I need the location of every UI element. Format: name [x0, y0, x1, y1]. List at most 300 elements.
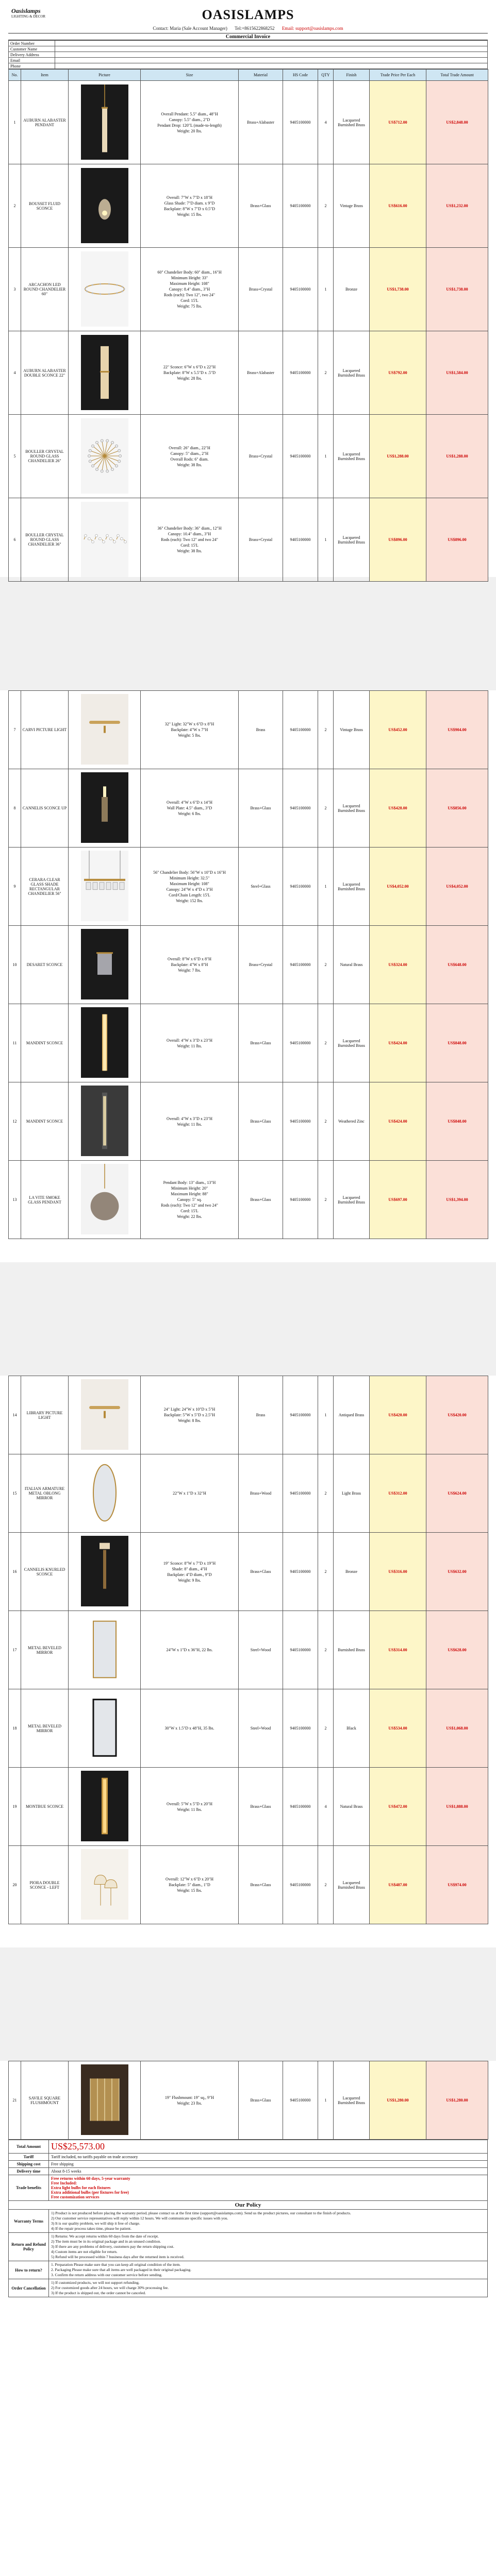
size-line: Overall: 12"W x 6"D x 20"H	[166, 1877, 213, 1882]
size-line: Shade: 8" diam., 4"H	[172, 1566, 207, 1571]
item-total-price: US$1,288.00	[426, 415, 488, 498]
benefit-line: Free returns within 60 days, 5-year warranty	[51, 2176, 130, 2181]
policy-label: Warranty Terms	[9, 2210, 49, 2233]
item-picture	[69, 2061, 141, 2140]
size-line: Canopy: 8.4" diam., 3"H	[169, 287, 210, 292]
size-line: Overall: 26" diam., 22"H	[169, 445, 210, 450]
column-header: Finish	[334, 70, 370, 81]
size-line: Canopy: 5.5" diam., 2"D	[169, 117, 210, 122]
table-row	[9, 1161, 488, 1239]
item-total-price: US$648.00	[426, 926, 488, 1004]
policy-text	[49, 2261, 488, 2279]
item-name: BOULLER CRYSTAL ROUND GLASS CHANDELIER 36"	[21, 498, 69, 582]
item-unit-price: US$428.00	[370, 769, 426, 848]
item-material: Brass+Crystal	[239, 415, 283, 498]
item-finish: Natural Brass	[334, 926, 370, 1004]
size-line: Glass Shade: 7"D diam. x 9"D	[164, 200, 215, 206]
size-line: 19" Sconce: 8"W x 7"D x 19"H	[163, 1561, 216, 1566]
size-line: Weight: 38 lbs.	[177, 462, 202, 467]
size-line: Backplate: 8"W x 7"D x 0.5"D	[164, 206, 215, 211]
item-no: 2	[9, 164, 21, 248]
item-unit-price: US$534.00	[370, 1689, 426, 1768]
item-name: MANDINT SCONCE	[21, 1004, 69, 1082]
policy-row	[9, 2210, 488, 2233]
item-no: 19	[9, 1768, 21, 1846]
product-photo	[81, 1849, 128, 1920]
product-photo	[81, 1164, 128, 1234]
size-line: Maximum Height: 108"	[170, 281, 209, 286]
delivery-value: About 8-15 weeks	[49, 2168, 488, 2175]
policy-text	[49, 2233, 488, 2261]
item-name: MANDINT SCONCE	[21, 1082, 69, 1161]
size-line: Weight: 8 lbs.	[178, 1418, 201, 1423]
column-header: Size	[141, 70, 239, 81]
item-finish: Lacquered Burnished Brass	[334, 498, 370, 582]
size-line: Overall: 7"W x 7"D x 18"H	[167, 195, 212, 200]
size-line: 60" Chandelier Body: 60" diam., 16"H	[157, 270, 222, 275]
invoice-page-4	[8, 2061, 488, 2576]
item-hs-code: 9405100000	[283, 691, 318, 769]
item-name: AUBURN ALABASTER PENDANT	[21, 81, 69, 164]
policy-line: 2) Our customer service representatives will reply within 12 hours. We will communicate specific issues with you.	[51, 2216, 228, 2221]
contact-person: Contact: Maria (Sale Account Manager)	[153, 26, 227, 31]
item-total-price: US$1,584.00	[426, 331, 488, 415]
column-header: HS Code	[283, 70, 318, 81]
info-value[interactable]	[55, 58, 488, 63]
size-line: Wall Plate: 4.5" diam., 3"D	[167, 806, 212, 810]
total-amount-label: Total Amount	[9, 2140, 49, 2154]
item-hs-code: 9405100000	[283, 1454, 318, 1533]
item-material: Brass+Alabaster	[239, 81, 283, 164]
size-line: Weight: 11 lbs.	[177, 1807, 202, 1812]
delivery-label: Delivery time	[9, 2168, 49, 2175]
item-no: 1	[9, 81, 21, 164]
item-qty: 1	[318, 848, 334, 926]
item-finish: Lacquered Burnished Brass	[334, 1161, 370, 1239]
item-name: ARCACHON LED ROUND CHANDELIER 60"	[21, 248, 69, 331]
item-qty: 2	[318, 1082, 334, 1161]
policy-line: 3) If there are any problems of delivery, customers pay the return shipping cost.	[51, 2244, 174, 2249]
item-qty: 2	[318, 926, 334, 1004]
item-no: 5	[9, 415, 21, 498]
size-line: Weight: 15 lbs.	[177, 1888, 202, 1893]
item-total-price: US$896.00	[426, 498, 488, 582]
item-no: 16	[9, 1533, 21, 1611]
info-label: Phone	[9, 63, 55, 69]
table-row	[9, 248, 488, 331]
item-material: Brass+Alabaster	[239, 331, 283, 415]
product-photo	[81, 1086, 128, 1156]
table-row	[9, 498, 488, 582]
size-line: 24" Light: 24"W x 10"D x 5"H	[163, 1407, 216, 1412]
item-total-price: US$848.00	[426, 1004, 488, 1082]
item-size	[141, 1004, 239, 1082]
page-gap	[0, 577, 496, 690]
item-material: Brass+Glass	[239, 1004, 283, 1082]
item-size	[141, 1161, 239, 1239]
size-line: Cord: 15'L	[180, 298, 199, 303]
item-unit-price: US$4,052.00	[370, 848, 426, 926]
item-no: 4	[9, 331, 21, 415]
item-material: Steel+Glass	[239, 848, 283, 926]
policy-title-row	[9, 2201, 488, 2210]
item-finish: Lacquered Burnished Brass	[334, 769, 370, 848]
shipping-row	[9, 2161, 488, 2168]
brand-title: OASISLAMPS	[202, 7, 294, 22]
item-no: 10	[9, 926, 21, 1004]
table-row	[9, 848, 488, 926]
item-hs-code: 9405100000	[283, 164, 318, 248]
items-table	[8, 690, 488, 1239]
item-hs-code: 9405100000	[283, 248, 318, 331]
item-finish: Light Brass	[334, 1454, 370, 1533]
size-line: Maximum Height: 88"	[171, 1192, 208, 1196]
shipping-label: Shipping cost	[9, 2161, 49, 2168]
item-qty: 2	[318, 1533, 334, 1611]
size-line: Backplate: 4"W x 7"H	[171, 727, 208, 732]
policy-label: Order Cancellation	[9, 2279, 49, 2297]
item-no: 6	[9, 498, 21, 582]
table-row	[9, 1533, 488, 1611]
size-line: Overall: 8"W x 6"D x 8"H	[168, 957, 211, 961]
item-unit-price: US$697.00	[370, 1161, 426, 1239]
item-unit-price: US$616.00	[370, 164, 426, 248]
size-line: Weight: 7 lbs.	[178, 968, 201, 973]
item-name: DESARET SCONCE	[21, 926, 69, 1004]
product-photo	[81, 694, 128, 765]
item-qty: 4	[318, 1768, 334, 1846]
item-material: Brass+Crystal	[239, 498, 283, 582]
item-no: 8	[9, 769, 21, 848]
policy-label: How to return?	[9, 2261, 49, 2279]
item-finish: Weathered Zinc	[334, 1082, 370, 1161]
product-photo	[81, 1771, 128, 1841]
info-value[interactable]	[55, 46, 488, 52]
size-line: Weight: 28 lbs.	[177, 376, 202, 381]
item-hs-code: 9405100000	[283, 498, 318, 582]
item-unit-price: US$896.00	[370, 498, 426, 582]
column-header: No.	[9, 70, 21, 81]
policy-line: 3. Confirm the return address with our customer service before sending.	[51, 2273, 162, 2277]
item-finish: Lacquered Burnished Brass	[334, 2061, 370, 2140]
item-finish: Lacquered Burnished Brass	[334, 1846, 370, 1924]
size-line: Pendant Body: 13" diam., 13"H	[163, 1180, 216, 1185]
item-picture	[69, 1533, 141, 1611]
invoice-page-1	[8, 5, 488, 577]
contact-email[interactable]: Email: support@oasislamps.com	[282, 26, 343, 31]
tariff-row	[9, 2154, 488, 2161]
items-table	[8, 1376, 488, 1924]
item-size	[141, 691, 239, 769]
policy-line: 5) Refund will be processed within 7 business days after the returned item is received.	[51, 2255, 185, 2259]
item-finish: Lacquered Burnished Brass	[334, 1004, 370, 1082]
item-size	[141, 1454, 239, 1533]
item-size	[141, 415, 239, 498]
size-line: Overall: 5"W x 5"D x 20"H	[167, 1801, 212, 1806]
item-qty: 1	[318, 1376, 334, 1454]
info-label: Order Number	[9, 41, 55, 46]
size-line: Cord: 15'L	[180, 543, 199, 548]
item-hs-code: 9405100000	[283, 769, 318, 848]
item-finish: Bronze	[334, 1533, 370, 1611]
column-header: Material	[239, 70, 283, 81]
item-picture	[69, 769, 141, 848]
table-row	[9, 1082, 488, 1161]
item-total-price: US$904.00	[426, 691, 488, 769]
item-name: METAL BEVELED MIRROR	[21, 1611, 69, 1689]
policy-title: Our Policy	[9, 2201, 488, 2210]
size-line: Weight: 22 lbs.	[177, 1214, 202, 1219]
item-qty: 2	[318, 1689, 334, 1768]
item-picture	[69, 1768, 141, 1846]
item-total-price: US$624.00	[426, 1454, 488, 1533]
item-size	[141, 248, 239, 331]
item-unit-price: US$452.00	[370, 691, 426, 769]
info-row	[9, 52, 488, 58]
item-no: 7	[9, 691, 21, 769]
item-no: 21	[9, 2061, 21, 2140]
policy-row	[9, 2261, 488, 2279]
policy-line: 1) If customized products, we will not support refunding.	[51, 2280, 140, 2285]
item-size	[141, 1376, 239, 1454]
item-material: Brass+Crystal	[239, 248, 283, 331]
item-finish: Antiqued Brass	[334, 1376, 370, 1454]
item-name: CARVI PICTURE LIGHT	[21, 691, 69, 769]
item-qty: 2	[318, 1611, 334, 1689]
item-qty: 1	[318, 2061, 334, 2140]
item-no: 17	[9, 1611, 21, 1689]
policy-row	[9, 2279, 488, 2297]
item-qty: 2	[318, 1161, 334, 1239]
product-photo	[81, 418, 128, 494]
column-header: Picture	[69, 70, 141, 81]
table-row	[9, 691, 488, 769]
info-value[interactable]	[55, 41, 488, 46]
item-total-price: US$4,052.00	[426, 848, 488, 926]
invoice-page-2	[8, 690, 488, 1262]
item-picture	[69, 1376, 141, 1454]
item-total-price: US$856.00	[426, 769, 488, 848]
item-unit-price: US$472.00	[370, 1768, 426, 1846]
item-name: ITALIAN ARMATURE METAL OBLONG MIRROR	[21, 1454, 69, 1533]
item-finish: Vintage Brass	[334, 164, 370, 248]
size-line: Minimum Height: 33"	[171, 276, 208, 280]
policy-line: 2) For customized goods after 24 hours, we will charge 30% processing fee.	[51, 2285, 169, 2290]
benefit-line: Free customization services	[51, 2195, 100, 2199]
item-total-price: US$2,848.00	[426, 81, 488, 164]
item-finish: Lacquered Burnished Brass	[334, 415, 370, 498]
item-picture	[69, 81, 141, 164]
policy-text	[49, 2279, 488, 2297]
item-picture	[69, 331, 141, 415]
item-picture	[69, 1082, 141, 1161]
policy-line: 4) If the repair process takes time, please be patient.	[51, 2226, 131, 2231]
item-picture	[69, 415, 141, 498]
size-line: Canopy: 10.4" diam., 3"H	[168, 532, 211, 536]
item-name: METAL BEVELED MIRROR	[21, 1689, 69, 1768]
tariff-value: Tariff included, no tariffs payable on trade accessory	[49, 2154, 488, 2161]
item-unit-price: US$314.00	[370, 1611, 426, 1689]
table-row	[9, 1611, 488, 1689]
size-line: Rods (each): Two 12" and two 24"	[161, 1203, 218, 1208]
page-gap	[0, 1262, 496, 1376]
table-row	[9, 926, 488, 1004]
item-name: CANNELIS KNURLED SCONCE	[21, 1533, 69, 1611]
size-line: Weight: 9 lbs.	[178, 1578, 201, 1583]
item-no: 18	[9, 1689, 21, 1768]
item-size	[141, 2061, 239, 2140]
column-header: Trade Price Per Each	[370, 70, 426, 81]
benefits-label: Trade benefits	[9, 2175, 49, 2201]
size-line: Backplate: 5"W x 5"D x 2.5"H	[164, 1413, 215, 1417]
item-no: 14	[9, 1376, 21, 1454]
product-photo	[81, 1536, 128, 1606]
table-row	[9, 1376, 488, 1454]
size-line: 32" Light: 32"W x 6"D x 8"H	[164, 722, 214, 726]
product-photo	[81, 84, 128, 160]
item-total-price: US$1,888.00	[426, 1768, 488, 1846]
item-name: LA VITE SMOKE GLASS PENDANT	[21, 1161, 69, 1239]
info-row	[9, 46, 488, 52]
item-qty: 1	[318, 498, 334, 582]
item-size	[141, 926, 239, 1004]
item-qty: 1	[318, 248, 334, 331]
item-no: 9	[9, 848, 21, 926]
size-line: Rods (each): Two 12" and two 24"	[161, 537, 218, 542]
size-line: Weight: 38 lbs.	[177, 549, 202, 553]
item-material: Brass+Glass	[239, 769, 283, 848]
item-picture	[69, 1846, 141, 1924]
item-size	[141, 81, 239, 164]
item-finish: Natural Brass	[334, 1768, 370, 1846]
item-picture	[69, 1454, 141, 1533]
item-no: 13	[9, 1161, 21, 1239]
size-line: Weight: 11 lbs.	[177, 1043, 202, 1048]
item-hs-code: 9405100000	[283, 1004, 318, 1082]
item-hs-code: 9405100000	[283, 415, 318, 498]
item-unit-price: US$316.00	[370, 1533, 426, 1611]
size-line: Overall: 4"W x 3"D x 23"H	[167, 1038, 212, 1043]
item-unit-price: US$424.00	[370, 1082, 426, 1161]
size-line: Maximum Height: 108"	[170, 881, 209, 886]
info-label: Email	[9, 58, 55, 63]
items-table	[8, 2061, 488, 2140]
item-qty: 4	[318, 81, 334, 164]
item-material: Steel+Wood	[239, 1689, 283, 1768]
item-size	[141, 1768, 239, 1846]
item-hs-code: 9405100000	[283, 1611, 318, 1689]
item-material: Brass+Glass	[239, 1161, 283, 1239]
item-material: Brass+Glass	[239, 1082, 283, 1161]
customer-info-table	[8, 40, 488, 69]
item-total-price: US$1,394.00	[426, 1161, 488, 1239]
product-photo	[81, 851, 128, 921]
item-unit-price: US$420.00	[370, 1376, 426, 1454]
column-header: QTY	[318, 70, 334, 81]
size-line: Pendant Drop: 120"L (made-to-length)	[157, 123, 222, 128]
item-name: SAVILE SQUARE FLUSHMOUNT	[21, 2061, 69, 2140]
benefit-line: Extra light bulbs for each fixtures	[51, 2185, 111, 2190]
item-no: 15	[9, 1454, 21, 1533]
table-row	[9, 1846, 488, 1924]
policy-line: 3) It is our quality problem, we will ship it free of charge.	[51, 2221, 140, 2226]
size-line: Overall: 4"W x 3"D x 23"H	[167, 1116, 212, 1121]
info-value[interactable]	[55, 52, 488, 58]
size-line: Backplate: 8"W x 5.5"D x .5"D	[163, 370, 216, 375]
table-row	[9, 1004, 488, 1082]
size-line: Weight: 75 lbs.	[177, 304, 202, 309]
item-material: Brass+Glass	[239, 164, 283, 248]
item-qty: 2	[318, 691, 334, 769]
item-total-price: US$1,280.00	[426, 2061, 488, 2140]
item-finish: Black	[334, 1689, 370, 1768]
size-line: Weight: 11 lbs.	[177, 1122, 202, 1127]
item-size	[141, 1533, 239, 1611]
policy-line: 1. Preparation Please make sure that you can keep all original condition of the item.	[51, 2262, 181, 2267]
item-finish: Lacquered Burnished Brass	[334, 81, 370, 164]
item-unit-price: US$1,738.00	[370, 248, 426, 331]
table-row	[9, 1689, 488, 1768]
info-row	[9, 58, 488, 63]
info-value[interactable]	[55, 63, 488, 69]
item-picture	[69, 1611, 141, 1689]
benefit-line: Free Included:	[51, 2181, 77, 2185]
size-line: Cord/Chain Length: 15'L	[169, 892, 210, 897]
item-unit-price: US$1,288.00	[370, 415, 426, 498]
item-no: 3	[9, 248, 21, 331]
item-total-price: US$632.00	[426, 1533, 488, 1611]
policy-line: 2. Packaging Please make sure that all items are well packaged in their original packaging.	[51, 2267, 191, 2272]
item-picture	[69, 1004, 141, 1082]
policy-line: 3) If the product is shipped out, the order cannot be canceled.	[51, 2291, 146, 2295]
invoice-header	[8, 5, 488, 40]
policy-label: Return and Refund Policy	[9, 2233, 49, 2261]
item-finish: Burnished Brass	[334, 1611, 370, 1689]
product-photo	[81, 1458, 128, 1528]
benefit-line: Extra additional bulbs (per fixtures for free)	[51, 2190, 129, 2195]
size-line: Canopy: 24"W x 4"D x 3"H	[166, 887, 213, 892]
item-unit-price: US$424.00	[370, 1004, 426, 1082]
item-no: 20	[9, 1846, 21, 1924]
item-finish: Vintage Brass	[334, 691, 370, 769]
item-no: 12	[9, 1082, 21, 1161]
table-row	[9, 164, 488, 248]
item-qty: 2	[318, 1454, 334, 1533]
item-picture	[69, 1161, 141, 1239]
policy-line: 1) Returns: We accept returns within 60 days from the date of receipt.	[51, 2234, 159, 2239]
item-picture	[69, 498, 141, 582]
benefits-row	[9, 2175, 488, 2201]
item-picture	[69, 848, 141, 926]
shipping-value: Free shipping	[49, 2161, 488, 2168]
size-line: Backplate: 4"W x 8"H	[171, 962, 208, 967]
size-line: 30"W x 1.5"D x 48"H, 35 lbs.	[164, 1726, 214, 1731]
product-photo	[81, 1614, 128, 1685]
policy-line: 4) Custom items are not eligible for return.	[51, 2249, 118, 2254]
total-amount-value: US$25,573.00	[51, 2141, 105, 2151]
item-material: Brass	[239, 1376, 283, 1454]
size-line: Weight: 23 lbs.	[177, 2100, 202, 2106]
table-row	[9, 331, 488, 415]
item-unit-price: US$712.00	[370, 81, 426, 164]
item-size	[141, 769, 239, 848]
item-name: CERARA CLEAR GLASS SHADE RECTANGULAR CHANDELIER 56"	[21, 848, 69, 926]
item-hs-code: 9405100000	[283, 81, 318, 164]
size-line: 56" Chandelier Body: 56"W x 10"D x 16"H	[153, 870, 226, 875]
item-hs-code: 9405100000	[283, 1082, 318, 1161]
product-photo	[81, 168, 128, 243]
item-size	[141, 1082, 239, 1161]
